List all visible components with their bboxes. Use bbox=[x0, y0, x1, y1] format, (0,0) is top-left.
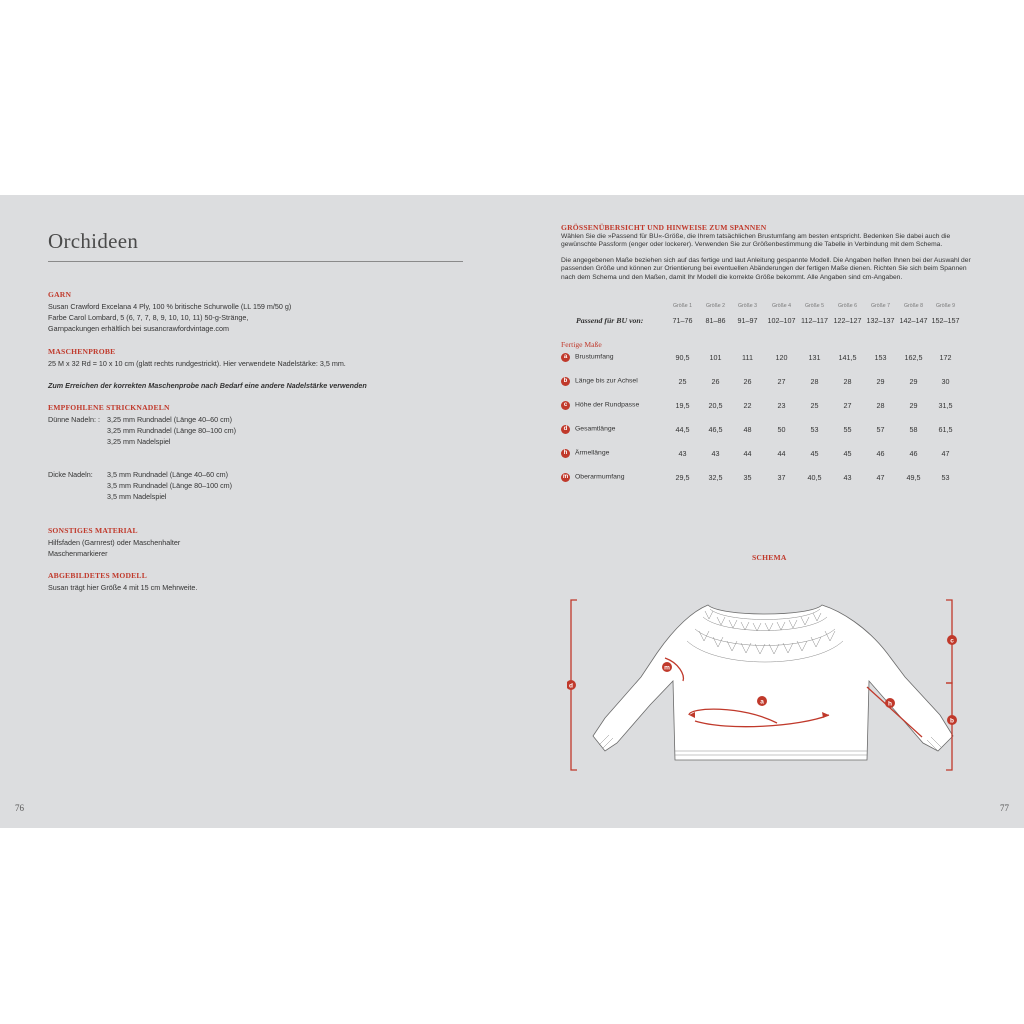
text-line: Susan trägt hier Größe 4 mit 15 cm Mehrweite. bbox=[48, 583, 198, 592]
size-header: Größe 5 bbox=[804, 303, 825, 309]
measurement-value: 53 bbox=[941, 473, 950, 482]
measurement-key-badge: m bbox=[562, 473, 569, 480]
measurement-value: 172 bbox=[939, 353, 952, 362]
measurement-value: 25 bbox=[678, 377, 687, 386]
measurement-row bbox=[561, 400, 981, 412]
page-number-right: 77 bbox=[1000, 803, 1009, 813]
measurement-value: 57 bbox=[876, 425, 885, 434]
text-line: Maschenmarkierer bbox=[48, 549, 108, 558]
measurement-row bbox=[561, 352, 981, 364]
text-line: 3,25 mm Nadelspiel bbox=[107, 437, 171, 446]
section-heading: ABGEBILDETES MODELL bbox=[48, 571, 147, 580]
measurement-value: 28 bbox=[876, 401, 885, 410]
measurement-value: 53 bbox=[810, 425, 819, 434]
measurement-value: 46,5 bbox=[708, 425, 723, 434]
size-header: Größe 3 bbox=[737, 303, 758, 309]
text-line: 3,25 mm Rundnadel (Länge 80–100 cm) bbox=[107, 426, 237, 435]
measurement-name: Länge bis zur Achsel bbox=[575, 377, 638, 385]
measurement-value: 29,5 bbox=[675, 473, 690, 482]
measurement-value: 49,5 bbox=[906, 473, 921, 482]
intro-paragraph: Wählen Sie die »Passend für BU«-Größe, die Ihrem tatsächlichen Brustumfang am besten entspricht. Bedenken Sie dabei auch die gewünschte Passform (enger oder lockerer). Verwenden Sie zur Größenbestimmung die Tabelle in Verbindung mit dem Schema. bbox=[561, 233, 951, 249]
bu-label: Passend für BU von: bbox=[576, 316, 644, 325]
measurement-row bbox=[561, 472, 981, 484]
measurement-value: 25 bbox=[810, 401, 819, 410]
text-line: 3,5 mm Nadelspiel bbox=[107, 492, 167, 501]
measurement-value: 26 bbox=[743, 377, 752, 386]
schema-label-m: m bbox=[664, 664, 670, 672]
schema-label-b: b bbox=[950, 717, 954, 725]
text-line: 3,5 mm Rundnadel (Länge 80–100 cm) bbox=[107, 481, 233, 490]
measurement-name: Gesamtlänge bbox=[575, 425, 616, 433]
measurement-value: 27 bbox=[777, 377, 786, 386]
measurement-value: 90,5 bbox=[675, 353, 690, 362]
measurement-row bbox=[561, 376, 981, 388]
schema-label-h: h bbox=[888, 700, 892, 708]
needle-label: Dünne Nadeln: : bbox=[48, 415, 100, 424]
text-line: 25 M x 32 Rd = 10 x 10 cm (glatt rechts rundgestrickt). Hier verwendete Nadelstärke: 3,5 mm. bbox=[48, 359, 346, 368]
sweater-schematic bbox=[567, 595, 967, 780]
measurement-value: 141,5 bbox=[838, 353, 857, 362]
measurement-label bbox=[561, 400, 639, 410]
size-header: Größe 8 bbox=[903, 303, 924, 309]
measurement-value: 61,5 bbox=[938, 425, 953, 434]
measurement-value: 35 bbox=[743, 473, 752, 482]
size-header: Größe 1 bbox=[672, 303, 693, 309]
measurement-value: 46 bbox=[909, 449, 918, 458]
measurement-label bbox=[561, 376, 638, 386]
size-header: Größe 6 bbox=[837, 303, 858, 309]
measurement-value: 30 bbox=[941, 377, 950, 386]
measurement-value: 22 bbox=[743, 401, 752, 410]
measurement-value: 101 bbox=[709, 353, 722, 362]
text-line: Garnpackungen erhältlich bei susancrawfordvintage.com bbox=[48, 324, 229, 333]
measurement-value: 45 bbox=[810, 449, 819, 458]
size-header: Größe 7 bbox=[870, 303, 891, 309]
measurement-value: 50 bbox=[777, 425, 786, 434]
right-page bbox=[512, 195, 1024, 828]
measurement-value: 131 bbox=[808, 353, 821, 362]
size-header: Größe 2 bbox=[705, 303, 726, 309]
measurement-label bbox=[561, 352, 614, 362]
measurement-key-badge: c bbox=[561, 401, 570, 410]
blocking-paragraph: Die angegebenen Maße beziehen sich auf das fertige und laut Anleitung gespannte Modell. Die Angaben helfen Ihnen bei der Auswahl der passenden Größe und können zur Orientierung bei eventuellen Abänderungen der fertigen Maße dienen. Richten Sie sich beim Spannen nach dem Schema und den Maßen, damit Ihr Modell die korrekte Größe bekommt. Alle Angaben sind cm-Angaben. bbox=[561, 257, 971, 281]
measurement-value: 58 bbox=[909, 425, 918, 434]
page-title: Orchideen bbox=[48, 229, 139, 253]
page-number-left: 76 bbox=[15, 803, 24, 813]
finished-measurements-heading: Fertige Maße bbox=[561, 340, 602, 349]
section-heading: GARN bbox=[48, 290, 72, 299]
measurement-value: 55 bbox=[843, 425, 852, 434]
measurement-value: 43 bbox=[843, 473, 852, 482]
bu-row bbox=[561, 316, 981, 328]
thick-needles bbox=[48, 469, 236, 502]
measurement-value: 28 bbox=[843, 377, 852, 386]
measurement-name: Oberarmumfang bbox=[575, 473, 625, 481]
bu-value: 102–107 bbox=[767, 316, 796, 325]
measurement-label bbox=[561, 472, 625, 482]
measurement-value: 162,5 bbox=[904, 353, 923, 362]
measurement-key-badge: d bbox=[561, 425, 570, 434]
measurement-value: 43 bbox=[711, 449, 720, 458]
measurement-row bbox=[561, 424, 981, 436]
section-garn bbox=[48, 289, 291, 334]
measurement-key-badge: a bbox=[561, 353, 570, 362]
size-header: Größe 4 bbox=[771, 303, 792, 309]
measurement-value: 37 bbox=[777, 473, 786, 482]
measurement-value: 48 bbox=[743, 425, 752, 434]
measurement-value: 32,5 bbox=[708, 473, 723, 482]
bu-value: 122–127 bbox=[833, 316, 862, 325]
text-line: Farbe Carol Lombard, 5 (6, 7, 7, 8, 9, 10, 10, 11) 50-g-Stränge, bbox=[48, 313, 249, 322]
measurement-name: Ärmellänge bbox=[575, 449, 610, 457]
text-line: Hilfsfaden (Garnrest) oder Maschenhalter bbox=[48, 538, 181, 547]
bu-value: 152–157 bbox=[931, 316, 960, 325]
measurement-value: 29 bbox=[909, 401, 918, 410]
measurement-value: 111 bbox=[742, 353, 753, 362]
schema-label-d: d bbox=[569, 682, 573, 690]
thin-needles bbox=[48, 414, 236, 447]
measurement-value: 19,5 bbox=[675, 401, 690, 410]
note-line: Zum Erreichen der korrekten Maschenprobe nach Bedarf eine andere Nadelstärke verwenden bbox=[48, 381, 367, 390]
measurement-value: 120 bbox=[775, 353, 788, 362]
measurement-value: 26 bbox=[711, 377, 720, 386]
measurement-value: 29 bbox=[876, 377, 885, 386]
measurement-value: 153 bbox=[874, 353, 887, 362]
left-page bbox=[0, 195, 512, 828]
title-rule bbox=[48, 261, 463, 262]
bu-value: 132–137 bbox=[866, 316, 895, 325]
section-maschenprobe bbox=[48, 346, 367, 391]
book-spread bbox=[0, 195, 1024, 828]
measurement-value: 45 bbox=[843, 449, 852, 458]
section-sonstiges bbox=[48, 525, 180, 559]
text-line: Susan Crawford Excelana 4 Ply, 100 % britische Schurwolle (LL 159 m/50 g) bbox=[48, 302, 292, 311]
schema-label-a: a bbox=[760, 698, 764, 706]
measurement-name: Brustumfang bbox=[575, 353, 614, 361]
section-heading: MASCHENPROBE bbox=[48, 347, 116, 356]
measurement-value: 31,5 bbox=[938, 401, 953, 410]
measurement-value: 28 bbox=[810, 377, 819, 386]
measurement-key-badge: h bbox=[561, 449, 570, 458]
schema-label-c: c bbox=[950, 637, 954, 645]
section-heading: SONSTIGES MATERIAL bbox=[48, 526, 138, 535]
measurement-key-badge: b bbox=[561, 377, 570, 386]
measurement-value: 29 bbox=[909, 377, 918, 386]
measurement-label bbox=[561, 424, 615, 434]
measurement-value: 40,5 bbox=[807, 473, 822, 482]
measurement-value: 46 bbox=[876, 449, 885, 458]
measurement-value: 27 bbox=[843, 401, 852, 410]
bu-value: 91–97 bbox=[737, 316, 758, 325]
size-header-row bbox=[561, 303, 981, 315]
size-heading: GRÖSSENÜBERSICHT UND HINWEISE ZUM SPANNEN bbox=[561, 223, 767, 232]
bu-value: 112–117 bbox=[801, 316, 828, 325]
bu-value: 71–76 bbox=[672, 316, 693, 325]
needle-label: Dicke Nadeln: bbox=[48, 470, 93, 479]
measurement-name: Höhe der Rundpasse bbox=[575, 401, 640, 409]
section-nadeln bbox=[48, 402, 236, 502]
section-modell bbox=[48, 570, 197, 593]
measurement-value: 20,5 bbox=[708, 401, 723, 410]
measurement-value: 43 bbox=[678, 449, 687, 458]
bu-value: 142–147 bbox=[899, 316, 928, 325]
measurement-value: 47 bbox=[941, 449, 950, 458]
measurement-value: 44,5 bbox=[675, 425, 690, 434]
measurement-value: 44 bbox=[743, 449, 752, 458]
bu-value: 81–86 bbox=[705, 316, 726, 325]
schema-title: SCHEMA bbox=[752, 553, 787, 562]
measurement-row bbox=[561, 448, 981, 460]
measurement-value: 47 bbox=[876, 473, 885, 482]
measurement-value: 44 bbox=[777, 449, 786, 458]
text-line: 3,25 mm Rundnadel (Länge 40–60 cm) bbox=[107, 415, 233, 424]
section-heading: EMPFOHLENE STRICKNADELN bbox=[48, 403, 170, 412]
size-header: Größe 9 bbox=[935, 303, 956, 309]
measurement-label bbox=[561, 448, 609, 458]
measurement-value: 23 bbox=[777, 401, 786, 410]
text-line: 3,5 mm Rundnadel (Länge 40–60 cm) bbox=[107, 470, 229, 479]
